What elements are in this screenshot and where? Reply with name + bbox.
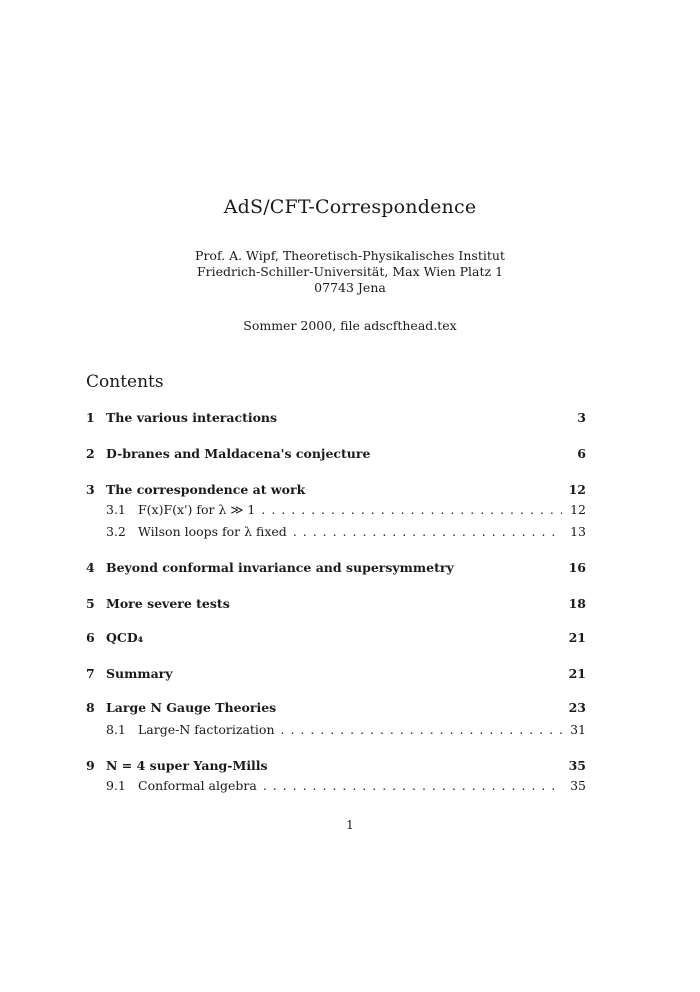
toc-entry-label: QCD₄ — [106, 630, 144, 645]
toc-dot-leader — [293, 524, 562, 539]
toc-entry-page: 3 — [577, 410, 586, 425]
toc-entry-page: 35 — [568, 758, 586, 773]
toc-section-row[interactable] — [86, 778, 586, 794]
toc-entry-page: 23 — [568, 700, 586, 715]
toc-dot-leader — [261, 502, 562, 517]
toc-entry-label: Wilson loops for λ fixed — [138, 524, 287, 539]
toc-entry-number: 9.1 — [106, 778, 126, 793]
toc-chapter-row[interactable] — [86, 700, 586, 716]
toc-entry-label: The various interactions — [106, 410, 278, 425]
toc-entry-number: 4 — [86, 560, 95, 575]
toc-chapter-row[interactable] — [86, 666, 586, 682]
toc-dot-leader — [263, 778, 562, 793]
toc-chapter-row[interactable] — [86, 630, 586, 646]
toc-entry-page: 21 — [568, 666, 586, 681]
toc-section-row[interactable] — [86, 524, 586, 540]
toc-entry-number: 9 — [86, 758, 95, 773]
author-line: Friedrich-Schiller-Universität, Max Wien Platz 1 — [196, 264, 504, 279]
toc-entry-page: 12 — [570, 502, 586, 517]
toc-entry-number: 8.1 — [106, 722, 126, 737]
date-line: Sommer 2000, file adscfthead.tex — [243, 318, 457, 333]
toc-entry-number: 3.2 — [106, 524, 126, 539]
toc-entry-label: F(x)F(x') for λ ≫ 1 — [138, 502, 256, 517]
toc-section-row[interactable] — [86, 722, 586, 738]
toc-entry-page: 31 — [570, 722, 586, 737]
author-line: 07743 Jena — [314, 280, 386, 295]
toc-entry-number: 2 — [86, 446, 95, 461]
toc-entry-page: 35 — [570, 778, 586, 793]
toc-entry-number: 3.1 — [106, 502, 126, 517]
toc-entry-number: 3 — [86, 482, 95, 497]
toc-dot-leader — [281, 722, 563, 737]
toc-chapter-row[interactable] — [86, 446, 586, 462]
toc-entry-page: 12 — [568, 482, 586, 497]
toc-chapter-row[interactable] — [86, 410, 586, 426]
toc-entry-label: Summary — [106, 666, 173, 681]
toc-chapter-row[interactable] — [86, 482, 586, 498]
author-line: Prof. A. Wipf, Theoretisch-Physikalisches Institut — [195, 248, 505, 263]
toc-entry-label: N = 4 super Yang-Mills — [106, 758, 268, 773]
toc-entry-page: 18 — [568, 596, 586, 611]
toc-chapter-row[interactable] — [86, 758, 586, 774]
toc-entry-label: Beyond conformal invariance and supersymmetry — [106, 560, 454, 575]
toc-entry-number: 6 — [86, 630, 95, 645]
toc-entry-number: 8 — [86, 700, 95, 715]
author-block — [0, 248, 700, 296]
toc-entry-label: More severe tests — [106, 596, 230, 611]
toc-entry-number: 7 — [86, 666, 95, 681]
toc-chapter-row[interactable] — [86, 560, 586, 576]
toc-entry-label: D-branes and Maldacena's conjecture — [106, 446, 371, 461]
toc-entry-label: The correspondence at work — [106, 482, 306, 497]
toc-entry-page: 16 — [568, 560, 586, 575]
toc-chapter-row[interactable] — [86, 596, 586, 612]
toc-entry-page: 13 — [570, 524, 586, 539]
toc-entry-label: Large-N factorization — [138, 722, 275, 737]
toc-entry-number: 1 — [86, 410, 95, 425]
document-title: AdS/CFT-Correspondence — [223, 196, 477, 218]
contents-heading: Contents — [86, 372, 164, 392]
page-number: 1 — [346, 818, 354, 832]
toc-entry-page: 6 — [577, 446, 586, 461]
toc-entry-label: Conformal algebra — [138, 778, 257, 793]
toc-entry-number: 5 — [86, 596, 95, 611]
toc-section-row[interactable] — [86, 502, 586, 518]
toc-entry-label: Large N Gauge Theories — [106, 700, 277, 715]
toc-entry-page: 21 — [568, 630, 586, 645]
